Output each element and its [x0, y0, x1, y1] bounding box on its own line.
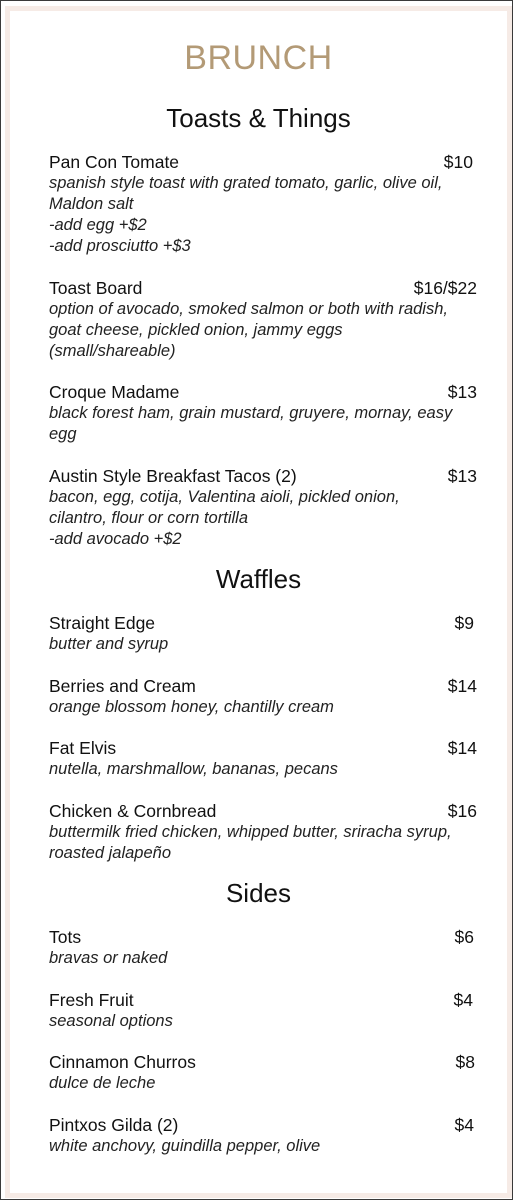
item-price: $16: [447, 801, 477, 821]
menu-item-cinnamon-churros: [49, 1052, 473, 1094]
item-name: Croque Madame: [49, 382, 180, 402]
item-addon: -add prosciutto +$3: [49, 237, 191, 255]
item-name: Chicken & Cornbread: [49, 801, 217, 821]
item-price: $9: [454, 613, 474, 633]
item-name: Pintxos Gilda (2): [49, 1115, 179, 1135]
item-price: $6: [454, 927, 474, 947]
menu-item-pintxos-gilda: [49, 1115, 473, 1157]
item-description: dulce de leche: [49, 1074, 156, 1092]
item-description: option of avocado, smoked salmon or both with radish, goat cheese, pickled onion, jammy eggs (small/shareable): [49, 300, 448, 360]
item-description: butter and syrup: [49, 635, 169, 653]
item-description: bravas or naked: [49, 949, 168, 967]
item-addon: -add egg +$2: [49, 216, 147, 234]
item-name: Toast Board: [49, 278, 143, 298]
item-name: Tots: [49, 927, 82, 947]
item-name: Cinnamon Churros: [49, 1052, 196, 1072]
item-price: $8: [455, 1052, 475, 1072]
item-description: seasonal options: [49, 1012, 173, 1030]
menu-title: BRUNCH: [184, 39, 333, 77]
item-description: spanish style toast with grated tomato, garlic, olive oil, Maldon salt: [49, 174, 443, 213]
item-description: white anchovy, guindilla pepper, olive: [49, 1137, 321, 1155]
item-price: $14: [447, 738, 477, 758]
item-name: Austin Style Breakfast Tacos (2): [49, 466, 297, 486]
menu-item-berries-and-cream: [49, 676, 477, 718]
section-heading-toasts: Toasts & Things: [166, 103, 351, 133]
item-name: Pan Con Tomate: [49, 152, 180, 172]
item-description: orange blossom honey, chantilly cream: [49, 698, 334, 716]
item-name: Fat Elvis: [49, 738, 117, 758]
item-price: $4: [454, 1115, 474, 1135]
section-heading-waffles: Waffles: [215, 564, 302, 594]
menu-item-fat-elvis: [49, 738, 477, 780]
menu-item-pan-con-tomate: [49, 152, 473, 257]
menu-item-fresh-fruit: [49, 990, 473, 1032]
item-price: $16/$22: [413, 278, 477, 298]
item-price: $10: [443, 152, 473, 172]
item-description: nutella, marshmallow, bananas, pecans: [49, 760, 338, 778]
menu-item-chicken-cornbread: [49, 801, 477, 864]
item-name: Straight Edge: [49, 613, 156, 633]
menu-item-tots: [49, 927, 473, 969]
item-addon: -add avocado +$2: [49, 530, 182, 548]
menu-card: [5, 6, 512, 1198]
item-description: bacon, egg, cotija, Valentina aioli, pickled onion, cilantro, flour or corn tortilla: [49, 488, 400, 527]
menu-item-breakfast-tacos: [49, 466, 477, 550]
section-heading-sides: Sides: [225, 878, 292, 908]
item-price: $13: [447, 466, 477, 486]
menu-item-toast-board: [49, 278, 477, 362]
item-description: buttermilk fried chicken, whipped butter, sriracha syrup, roasted jalapeño: [49, 823, 452, 862]
item-name: Fresh Fruit: [49, 990, 134, 1010]
menu-item-croque-madame: [49, 382, 477, 445]
item-price: $14: [447, 676, 477, 696]
item-price: $4: [453, 990, 473, 1010]
item-description: black forest ham, grain mustard, gruyere, mornay, easy egg: [49, 404, 453, 443]
item-name: Berries and Cream: [49, 676, 196, 696]
item-price: $13: [447, 382, 477, 402]
menu-item-straight-edge: [49, 613, 473, 655]
